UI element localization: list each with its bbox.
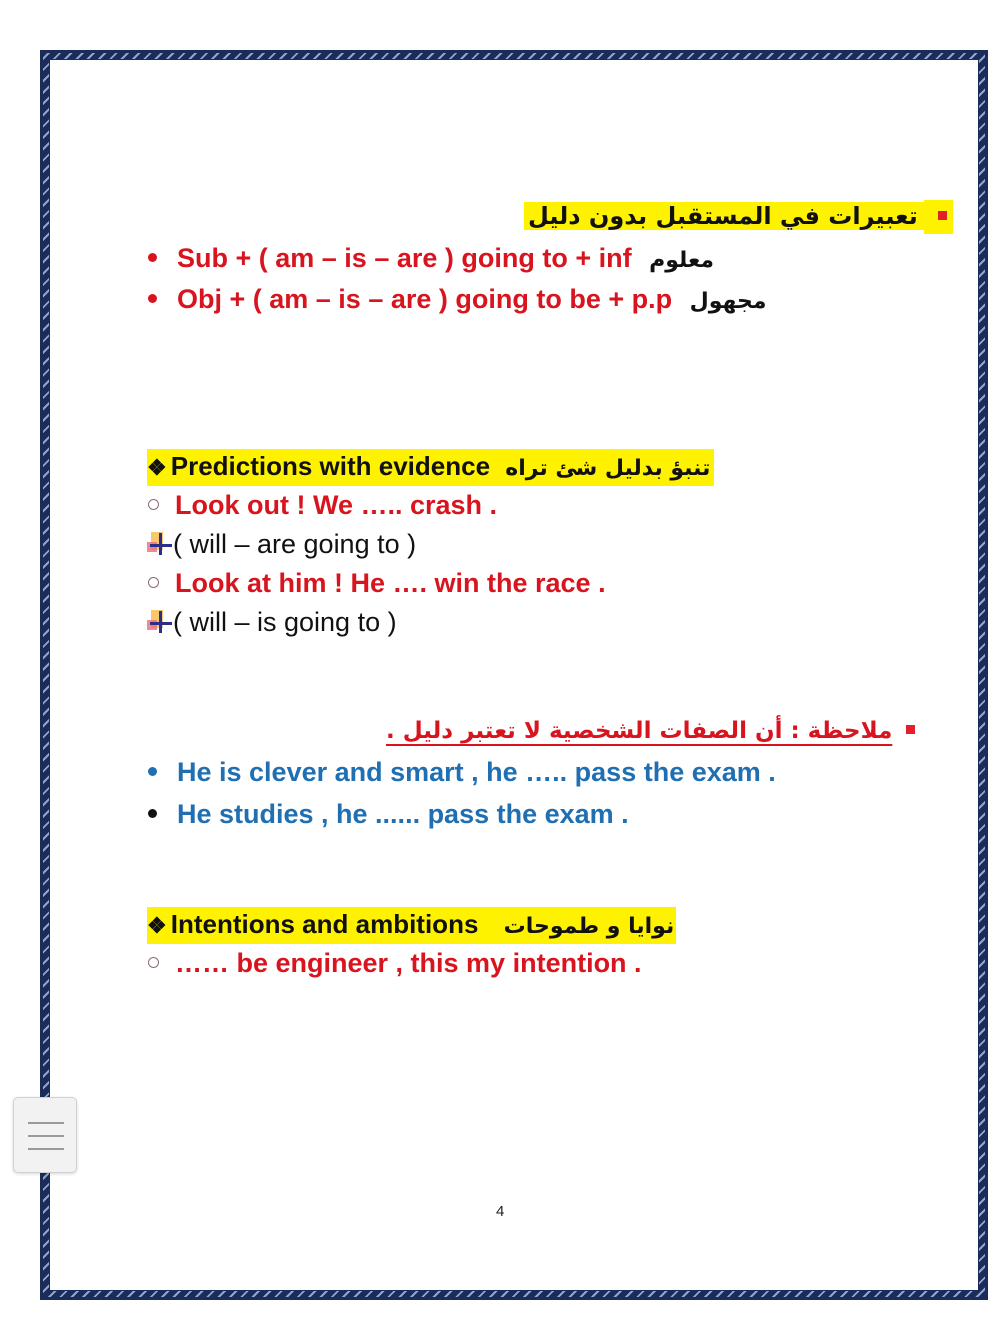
rule-label-ar: معلوم: [649, 248, 715, 273]
circle-bullet-icon: [148, 499, 159, 510]
question-text: …… be engineer , this my intention .: [175, 948, 642, 978]
square-bullet-icon: [938, 211, 947, 220]
section2-heading-row: [147, 449, 714, 486]
diamond-bullet-icon: ❖: [147, 913, 167, 938]
circle-bullet-icon: [148, 577, 159, 588]
circle-bullet-icon: [148, 957, 159, 968]
bullet-icon: [148, 253, 157, 262]
prediction-choices-1: [147, 527, 416, 561]
rule-active: [148, 241, 714, 278]
question-text: Look out ! We ….. crash .: [175, 490, 498, 520]
question-text: Look at him ! He …. win the race .: [175, 568, 606, 598]
section1-heading-row: [524, 199, 953, 234]
bullet-icon: [148, 294, 157, 303]
floating-menu-button[interactable]: [13, 1097, 77, 1173]
prediction-choices-2: [147, 605, 397, 639]
square-bullet-icon: [906, 725, 915, 734]
page-number: 4: [496, 1203, 505, 1220]
example-1: [148, 755, 776, 789]
section2-heading-en: Predictions with evidence: [170, 451, 491, 481]
prediction-question-2: [148, 566, 606, 600]
example-text: He studies , he ...... pass the exam .: [177, 799, 629, 829]
prediction-question-1: [148, 488, 497, 522]
rule-passive: [148, 282, 767, 319]
rule-formula: Obj + ( am – is – are ) going to be + p.p: [177, 284, 673, 314]
bullet-icon: [148, 809, 157, 818]
section3-note-row: [386, 713, 915, 748]
section4-heading-ar: نوايا و طموحات: [503, 914, 675, 939]
example-2: [148, 797, 629, 831]
choices-text: ( will – are going to ): [173, 529, 417, 559]
page-border-frame: [40, 50, 988, 1300]
rule-formula: Sub + ( am – is – are ) going to + inf: [177, 243, 632, 273]
section4-heading-en: Intentions and ambitions: [170, 909, 479, 939]
note-text: ملاحظة : أن الصفات الشخصية لا تعتبر دليل .: [386, 718, 893, 744]
rule-label-ar: مجهول: [689, 289, 767, 314]
bullet-icon: [148, 767, 157, 776]
section2-heading-ar: تنبؤ بدليل شئ تراه: [505, 456, 711, 481]
diamond-bullet-icon: ❖: [147, 455, 167, 480]
choices-text: ( will – is going to ): [173, 607, 397, 637]
pin-icon: [147, 608, 173, 634]
example-text: He is clever and smart , he ….. pass the exam .: [177, 757, 776, 787]
pin-icon: [147, 530, 173, 556]
intention-question-1: [148, 946, 642, 980]
section4-heading-row: [147, 907, 676, 944]
section1-heading: تعبيرات في المستقبل بدون دليل: [524, 202, 924, 230]
